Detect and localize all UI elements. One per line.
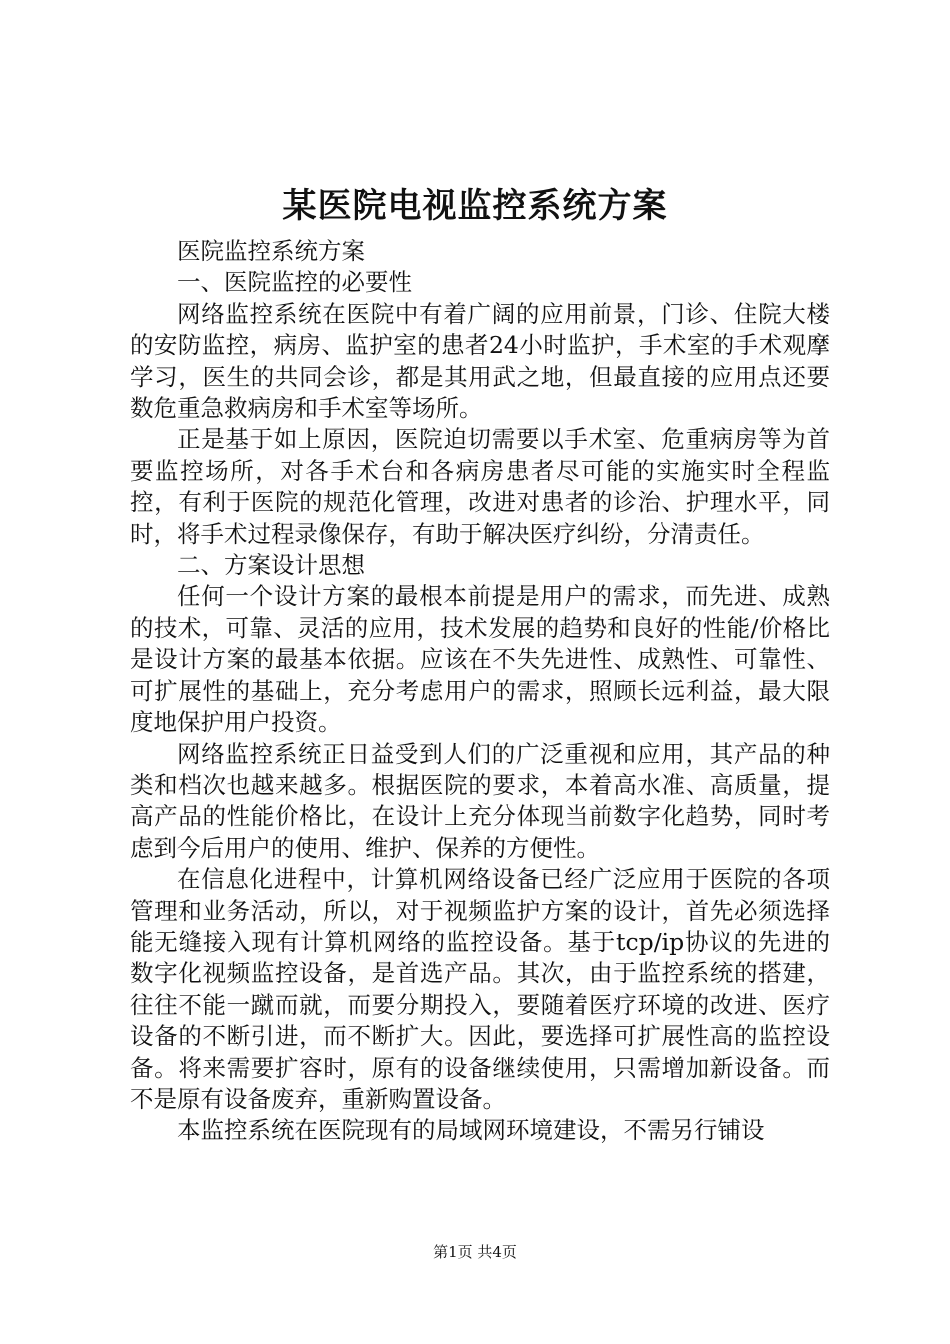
page-number-footer: 第1页 共4页 — [433, 1243, 517, 1261]
section-heading-2: 二、方案设计思想 — [177, 551, 365, 580]
paragraph: 网络监控系统正日益受到人们的广泛重视和应用，其产品的种类和档次也越来越多。根据医院的要求，本着高水准、高质量，提高产品的性能价格比，在设计上充分体现当前数字化趋势，同时考虑到今后用户的使用、维护、保养的方便性。 — [130, 739, 830, 862]
paragraph: 网络监控系统在医院中有着广阔的应用前景，门诊、住院大楼的安防监控，病房、监护室的患者24小时监护，手术室的手术观摩学习，医生的共同会诊，都是其用武之地，但最直接的应用点还要数危重急救病房和手术室等场所。 — [130, 299, 830, 423]
paragraph: 任何一个设计方案的最根本前提是用户的需求，而先进、成熟的技术，可靠、灵活的应用，技术发展的趋势和良好的性能/价格比是设计方案的最基本依据。应该在不失先进性、成熟性、可靠性、可扩展性的基础上，充分考虑用户的需求，照顾长远利益，最大限度地保护用户投资。 — [130, 582, 830, 737]
paragraph-subtitle: 医院监控系统方案 — [177, 237, 365, 265]
section-heading-1: 一、医院监控的必要性 — [177, 268, 412, 297]
paragraph: 本监控系统在医院现有的局域网环境建设，不需另行铺设 — [177, 1116, 765, 1145]
paragraph: 正是基于如上原因，医院迫切需要以手术室、危重病房等为首要监控场所，对各手术台和各病房患者尽可能的实施实时全程监控，有利于医院的规范化管理，改进对患者的诊治、护理水平，同时，将手术过程录像保存，有助于解决医疗纠纷，分清责任。 — [130, 425, 830, 548]
document-title: 某医院电视监控系统方案 — [282, 186, 668, 226]
document-body — [130, 236, 830, 1147]
paragraph: 在信息化进程中，计算机网络设备已经广泛应用于医院的各项管理和业务活动，所以，对于视频监护方案的设计，首先必须选择能无缝接入现有计算机网络的监控设备。基于tcp/ip协议的先进的数字化视频监控设备，是首选产品。其次，由于监控系统的搭建，往往不能一蹴而就，而要分期投入，要随着医疗环境的改进、医疗设备的不断引进，而不断扩大。因此，要选择可扩展性高的监控设备。将来需要扩容时，原有的设备继续使用，只需增加新设备。而不是原有设备废弃，重新购置设备。 — [130, 865, 830, 1113]
